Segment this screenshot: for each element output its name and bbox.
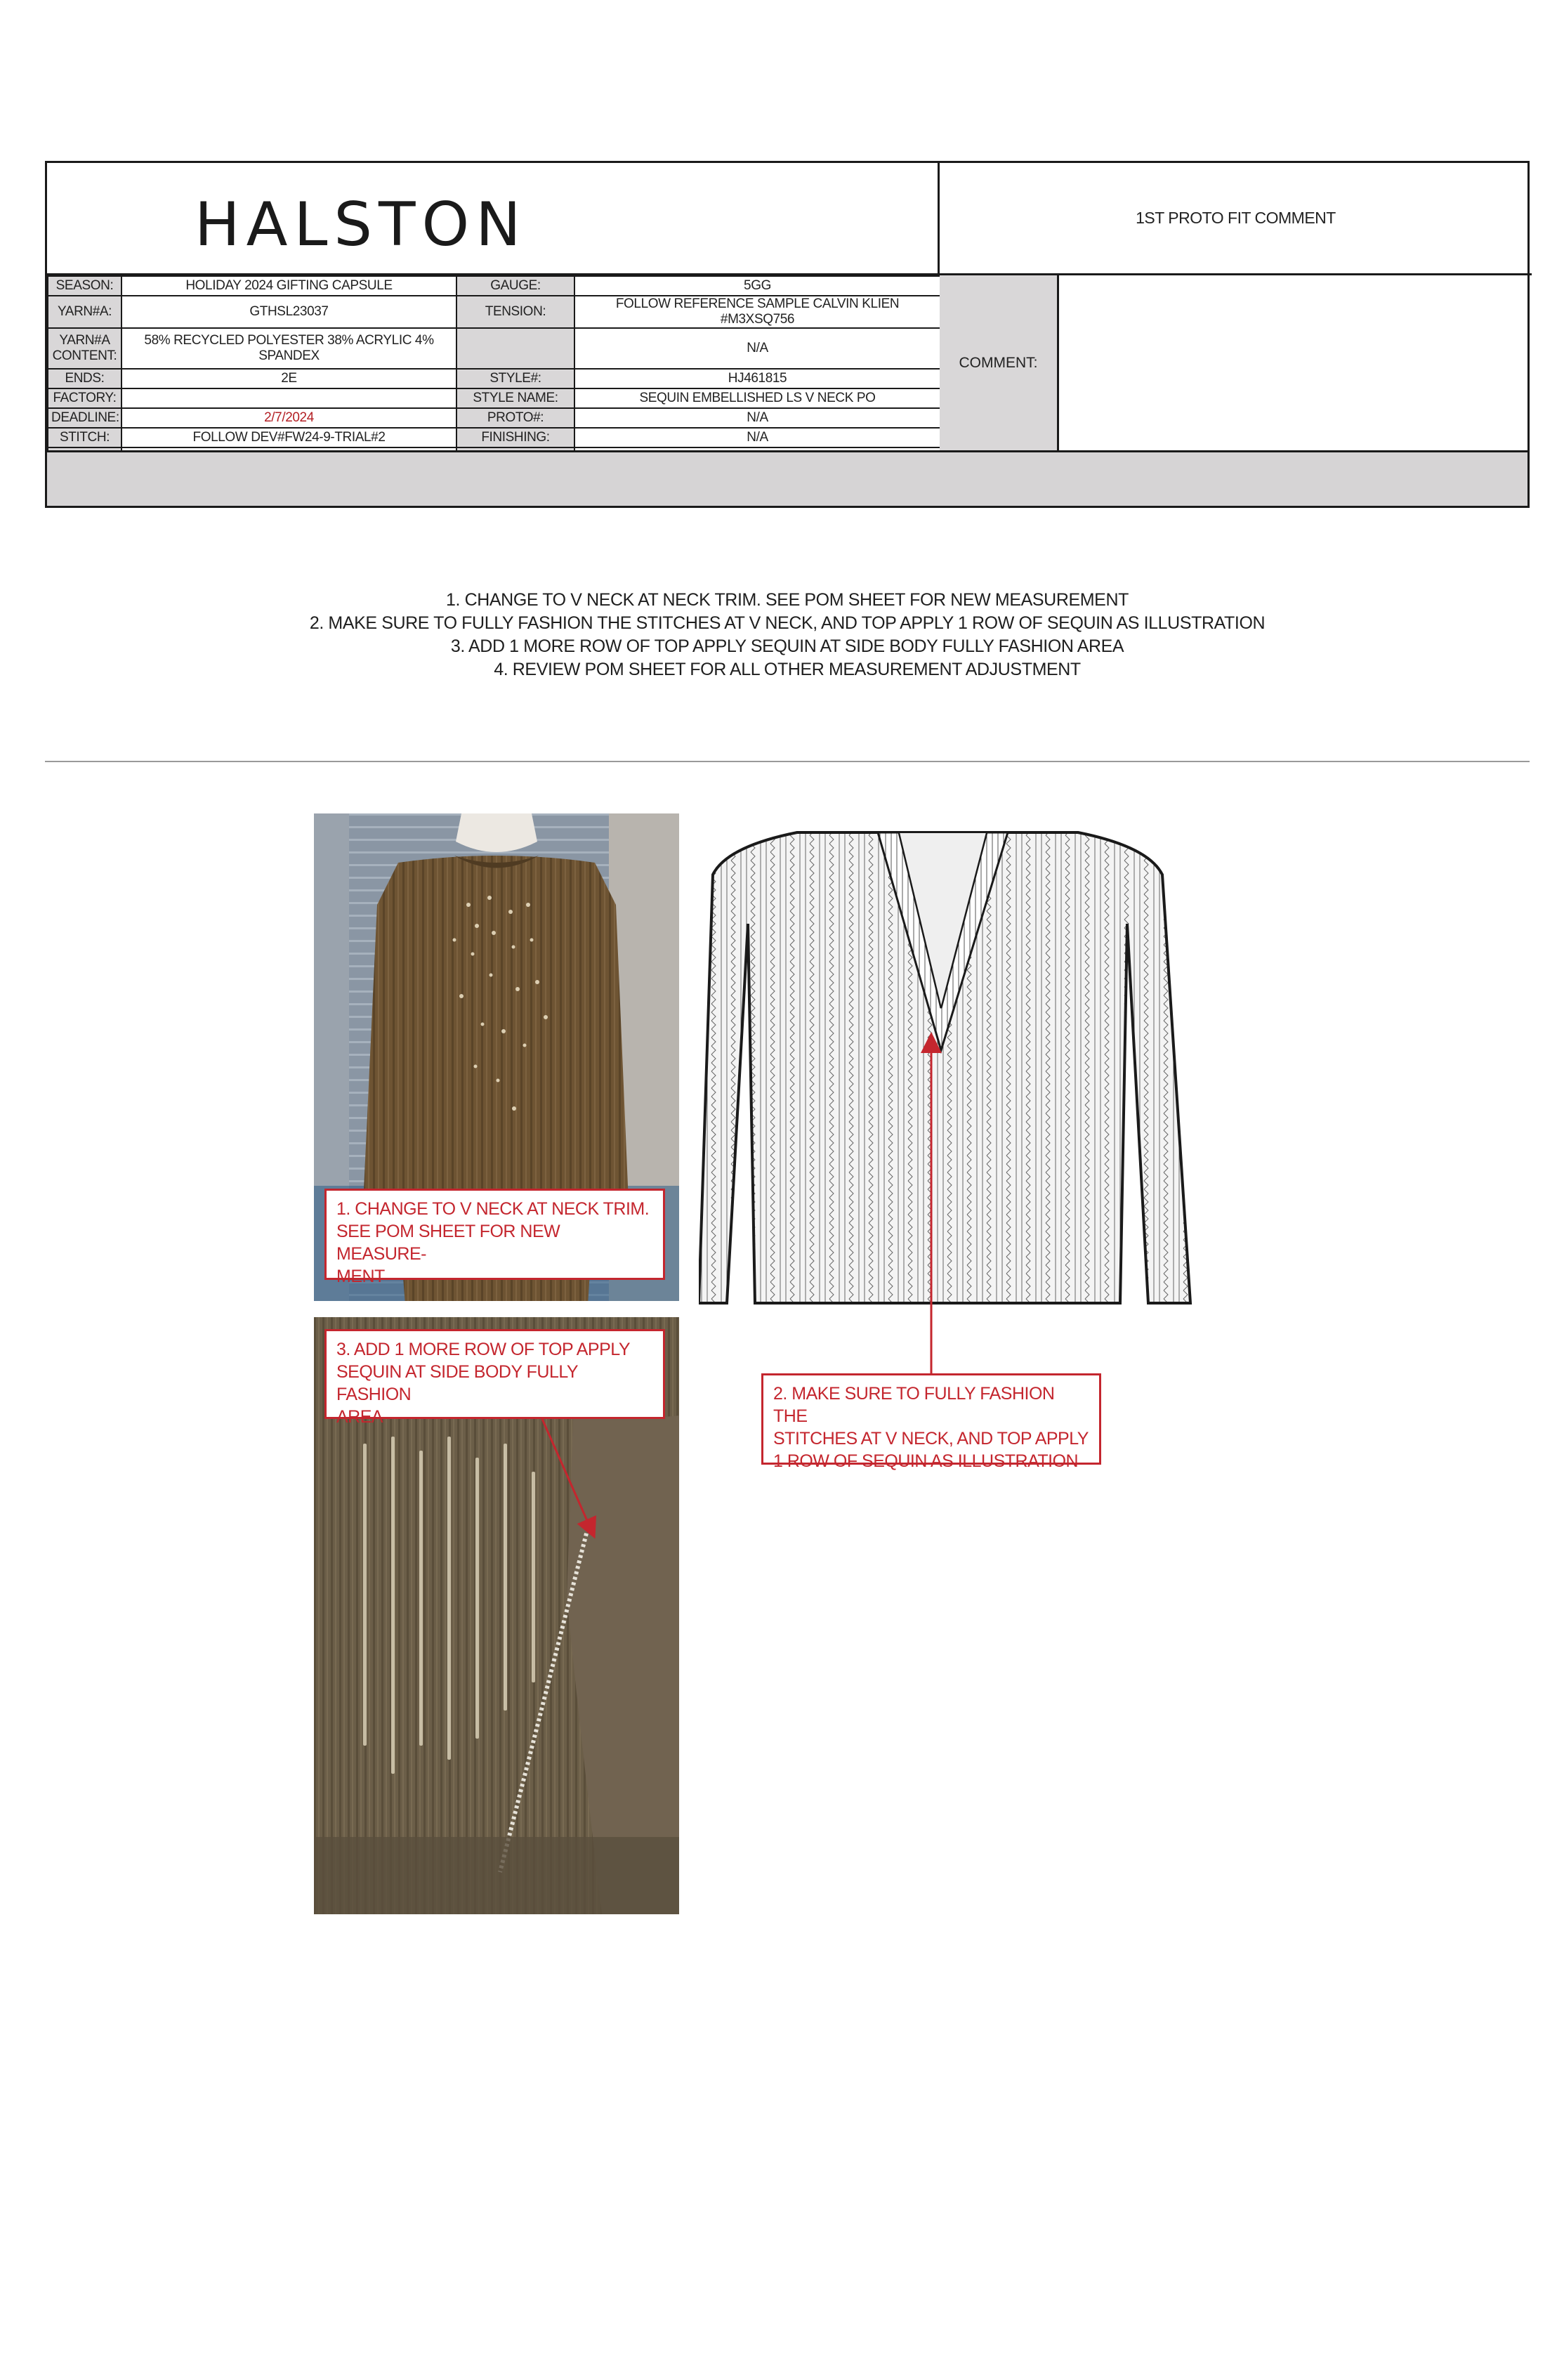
spec-label: FACTORY:: [48, 388, 121, 408]
spec-label: ENDS:: [48, 369, 121, 388]
spec-label: STITCH:: [48, 428, 121, 447]
spec-row: [48, 328, 940, 369]
spec-label: STYLE#:: [456, 369, 574, 388]
spec-value: N/A: [574, 328, 940, 369]
spec-label: SEASON:: [48, 276, 121, 296]
instruction-line: 2. MAKE SURE TO FULLY FASHION THE STITCHES AT V NECK, AND TOP APPLY 1 ROW OF SEQUIN AS ILLUSTRATION: [309, 613, 1266, 633]
spec-row: [48, 428, 940, 447]
spec-label: STYLE NAME:: [456, 388, 574, 408]
spec-label: GAUGE:: [456, 276, 574, 296]
spec-value: 5GG: [574, 276, 940, 296]
spec-label: FINISHING:: [456, 428, 574, 447]
instruction-line: 3. ADD 1 MORE ROW OF TOP APPLY SEQUIN AT SIDE BODY FULLY FASHION AREA: [450, 636, 1124, 656]
spec-value: GTHSL23037: [121, 296, 456, 328]
spec-value: 2E: [121, 369, 456, 388]
spec-label: YARN#A:: [48, 296, 121, 328]
spec-label: DEADLINE:: [48, 408, 121, 428]
spec-row: [48, 369, 940, 388]
spec-label: YARN#A CONTENT:: [48, 328, 121, 369]
spec-row: [48, 296, 940, 328]
spec-sheet: [45, 161, 1530, 508]
spec-value: SEQUIN EMBELLISHED LS V NECK PO: [574, 388, 940, 408]
spec-value: HJ461815: [574, 369, 940, 388]
spec-row: [48, 388, 940, 408]
deadline-value: 2/7/2024: [121, 408, 456, 428]
spec-label: TENSION:: [456, 296, 574, 328]
spec-value: [121, 388, 456, 408]
spec-value: 58% RECYCLED POLYESTER 38% ACRYLIC 4% SPANDEX: [121, 328, 456, 369]
instruction-line: 1. CHANGE TO V NECK AT NECK TRIM. SEE POM SHEET FOR NEW MEASUREMENT: [446, 590, 1129, 610]
spec-value: HOLIDAY 2024 GIFTING CAPSULE: [121, 276, 456, 296]
spec-row: [48, 276, 940, 296]
spec-value: FOLLOW REFERENCE SAMPLE CALVIN KLIEN #M3XSQ756: [574, 296, 940, 328]
comment-label: COMMENT:: [940, 275, 1059, 450]
brand-logo: HALSTON: [195, 190, 527, 260]
sheet-title: 1ST PROTO FIT COMMENT: [940, 163, 1532, 275]
instruction-line: 4. REVIEW POM SHEET FOR ALL OTHER MEASUREMENT ADJUSTMENT: [494, 660, 1081, 679]
spec-row: [48, 408, 940, 428]
fit-instructions: [45, 589, 1530, 681]
spec-value: N/A: [574, 408, 940, 428]
logo-cell: [47, 163, 940, 275]
spec-value: FOLLOW DEV#FW24-9-TRIAL#2: [121, 428, 456, 447]
comment-box: [1059, 275, 1532, 450]
spec-table: [47, 275, 941, 468]
v-neck-technical-sketch: [699, 818, 1204, 1310]
sheet-footer-band: [47, 450, 1527, 506]
callout-v-neck: 2. MAKE SURE TO FULLY FASHION THE STITCHES AT V NECK, AND TOP APPLY 1 ROW OF SEQUIN AS ILLUSTRATION: [761, 1373, 1101, 1465]
spec-label: PROTO#:: [456, 408, 574, 428]
callout-neck-trim: 1. CHANGE TO V NECK AT NECK TRIM. SEE POM SHEET FOR NEW MEASURE- MENT: [324, 1189, 665, 1280]
callout-side-body: 3. ADD 1 MORE ROW OF TOP APPLY SEQUIN AT SIDE BODY FULLY FASHION AREA: [324, 1329, 665, 1419]
spec-label: [456, 328, 574, 369]
spec-value: N/A: [574, 428, 940, 447]
section-divider: [45, 761, 1530, 762]
